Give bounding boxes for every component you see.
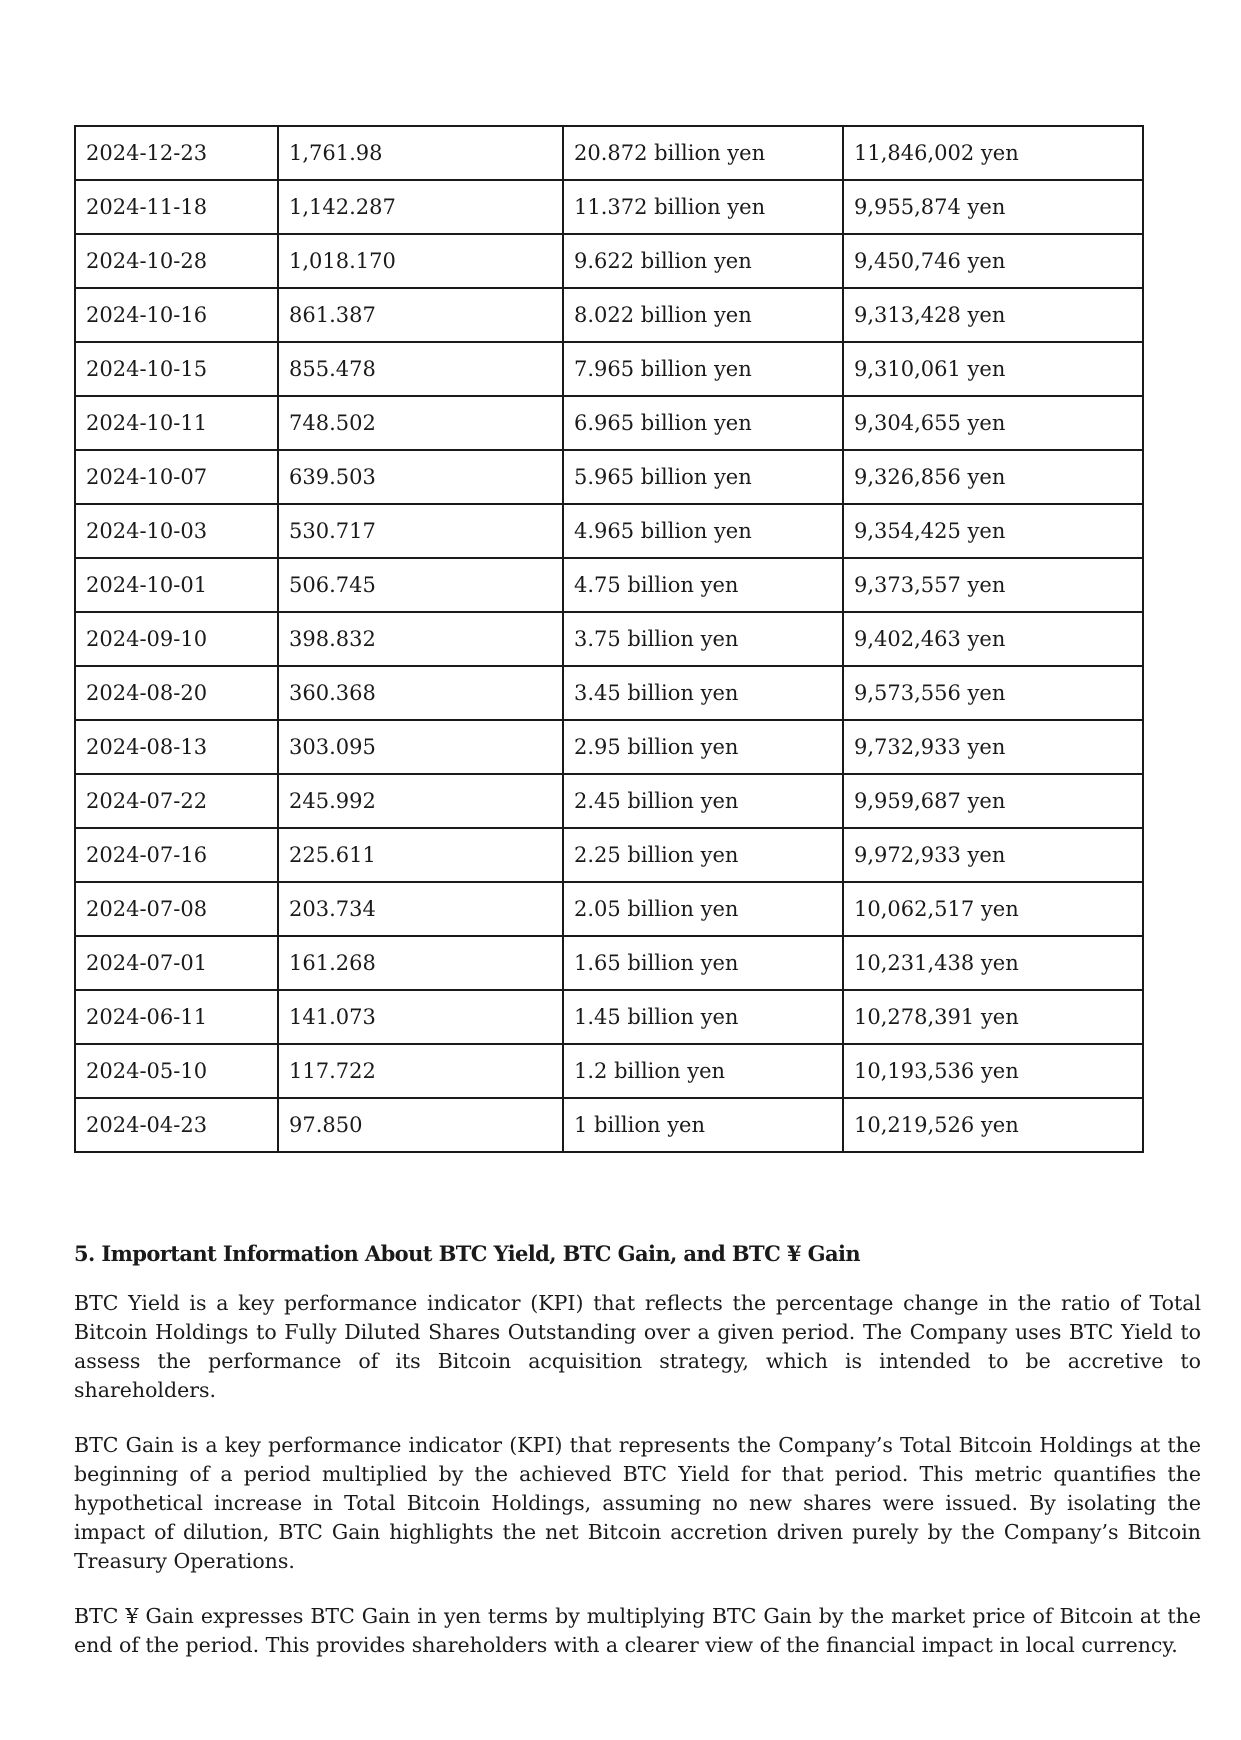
btc-holdings-cell: 1,142.287 [278,180,563,234]
date-cell: 2024-10-07 [75,450,278,504]
date-cell: 2024-06-11 [75,990,278,1044]
btc-gain-paragraph: BTC Gain is a key performance indicator (KPI) that represents the Company’s Total Bitcoin Holdings at the beginning of a period multiplied by the achieved BTC Yield for that period. This metric quantifies the hypothetical increase in Total Bitcoin Holdings, assuming no new shares were issued. By isolating the impact of dilution, BTC Gain highlights the net Bitcoin accretion driven purely by the Company’s Bitcoin Treasury Operations. [74,1433,1201,1574]
average-price-cell: 9,972,933 yen [843,828,1143,882]
date-cell: 2024-10-01 [75,558,278,612]
table-row [75,666,1143,720]
btc-holdings-cell: 303.095 [278,720,563,774]
total-cost-cell: 2.95 billion yen [563,720,843,774]
table-row [75,882,1143,936]
btc-holdings-cell: 639.503 [278,450,563,504]
date-cell: 2024-10-28 [75,234,278,288]
average-price-cell: 9,304,655 yen [843,396,1143,450]
table-row [75,612,1143,666]
btc-holdings-cell: 1,018.170 [278,234,563,288]
table-row [75,450,1143,504]
date-cell: 2024-08-20 [75,666,278,720]
average-price-cell: 11,846,002 yen [843,126,1143,180]
btc-holdings-cell: 398.832 [278,612,563,666]
date-cell: 2024-07-08 [75,882,278,936]
table-row [75,828,1143,882]
total-cost-cell: 1 billion yen [563,1098,843,1152]
total-cost-cell: 1.2 billion yen [563,1044,843,1098]
date-cell: 2024-10-11 [75,396,278,450]
date-cell: 2024-10-03 [75,504,278,558]
btc-holdings-cell: 117.722 [278,1044,563,1098]
table-row [75,288,1143,342]
btc-yen-gain-paragraph: BTC ¥ Gain expresses BTC Gain in yen terms by multiplying BTC Gain by the market price of Bitcoin at the end of the period. This provides shareholders with a clearer view of the financial impact in local currency. [74,1604,1201,1658]
date-cell: 2024-11-18 [75,180,278,234]
total-cost-cell: 3.75 billion yen [563,612,843,666]
date-cell: 2024-10-16 [75,288,278,342]
date-cell: 2024-07-16 [75,828,278,882]
btc-yield-paragraph: BTC Yield is a key performance indicator (KPI) that reflects the percentage change in the ratio of Total Bitcoin Holdings to Fully Diluted Shares Outstanding over a given period. The Company uses BTC Yield to assess the performance of its Bitcoin acquisition strategy, which is intended to be accretive to shareholders. [74,1291,1201,1403]
total-cost-cell: 11.372 billion yen [563,180,843,234]
date-cell: 2024-09-10 [75,612,278,666]
btc-holdings-cell: 245.992 [278,774,563,828]
average-price-cell: 10,062,517 yen [843,882,1143,936]
total-cost-cell: 5.965 billion yen [563,450,843,504]
date-cell: 2024-04-23 [75,1098,278,1152]
btc-holdings-cell: 97.850 [278,1098,563,1152]
btc-kpi-information-section [74,1240,1201,1660]
average-price-cell: 9,402,463 yen [843,612,1143,666]
table-row [75,990,1143,1044]
date-cell: 2024-07-22 [75,774,278,828]
btc-holdings-cell: 225.611 [278,828,563,882]
average-price-cell: 9,573,556 yen [843,666,1143,720]
date-cell: 2024-08-13 [75,720,278,774]
table-row [75,342,1143,396]
section-heading: 5. Important Information About BTC Yield, BTC Gain, and BTC ¥ Gain [74,1241,861,1266]
average-price-cell: 10,278,391 yen [843,990,1143,1044]
total-cost-cell: 4.965 billion yen [563,504,843,558]
btc-holdings-cell: 1,761.98 [278,126,563,180]
average-price-cell: 10,219,526 yen [843,1098,1143,1152]
table-row [75,720,1143,774]
date-cell: 2024-10-15 [75,342,278,396]
holdings-table-body [75,126,1143,1152]
table-row [75,180,1143,234]
btc-holdings-cell: 530.717 [278,504,563,558]
average-price-cell: 10,231,438 yen [843,936,1143,990]
total-cost-cell: 2.45 billion yen [563,774,843,828]
total-cost-cell: 3.45 billion yen [563,666,843,720]
total-cost-cell: 7.965 billion yen [563,342,843,396]
total-cost-cell: 20.872 billion yen [563,126,843,180]
average-price-cell: 9,326,856 yen [843,450,1143,504]
average-price-cell: 9,354,425 yen [843,504,1143,558]
date-cell: 2024-07-01 [75,936,278,990]
btc-holdings-cell: 861.387 [278,288,563,342]
table-row [75,126,1143,180]
total-cost-cell: 1.45 billion yen [563,990,843,1044]
btc-holdings-cell: 141.073 [278,990,563,1044]
table-row [75,774,1143,828]
average-price-cell: 9,959,687 yen [843,774,1143,828]
table-row [75,1098,1143,1152]
average-price-cell: 10,193,536 yen [843,1044,1143,1098]
table-row [75,936,1143,990]
average-price-cell: 9,450,746 yen [843,234,1143,288]
total-cost-cell: 6.965 billion yen [563,396,843,450]
total-cost-cell: 4.75 billion yen [563,558,843,612]
table-row [75,396,1143,450]
average-price-cell: 9,373,557 yen [843,558,1143,612]
average-price-cell: 9,310,061 yen [843,342,1143,396]
bitcoin-holdings-table [74,125,1144,1153]
date-cell: 2024-05-10 [75,1044,278,1098]
btc-holdings-cell: 748.502 [278,396,563,450]
table-row [75,1044,1143,1098]
total-cost-cell: 2.05 billion yen [563,882,843,936]
total-cost-cell: 2.25 billion yen [563,828,843,882]
table-row [75,558,1143,612]
table-row [75,504,1143,558]
date-cell: 2024-12-23 [75,126,278,180]
table-row [75,234,1143,288]
average-price-cell: 9,732,933 yen [843,720,1143,774]
btc-holdings-cell: 360.368 [278,666,563,720]
average-price-cell: 9,313,428 yen [843,288,1143,342]
total-cost-cell: 8.022 billion yen [563,288,843,342]
btc-holdings-cell: 506.745 [278,558,563,612]
btc-holdings-cell: 203.734 [278,882,563,936]
total-cost-cell: 9.622 billion yen [563,234,843,288]
average-price-cell: 9,955,874 yen [843,180,1143,234]
btc-holdings-cell: 855.478 [278,342,563,396]
total-cost-cell: 1.65 billion yen [563,936,843,990]
btc-holdings-cell: 161.268 [278,936,563,990]
